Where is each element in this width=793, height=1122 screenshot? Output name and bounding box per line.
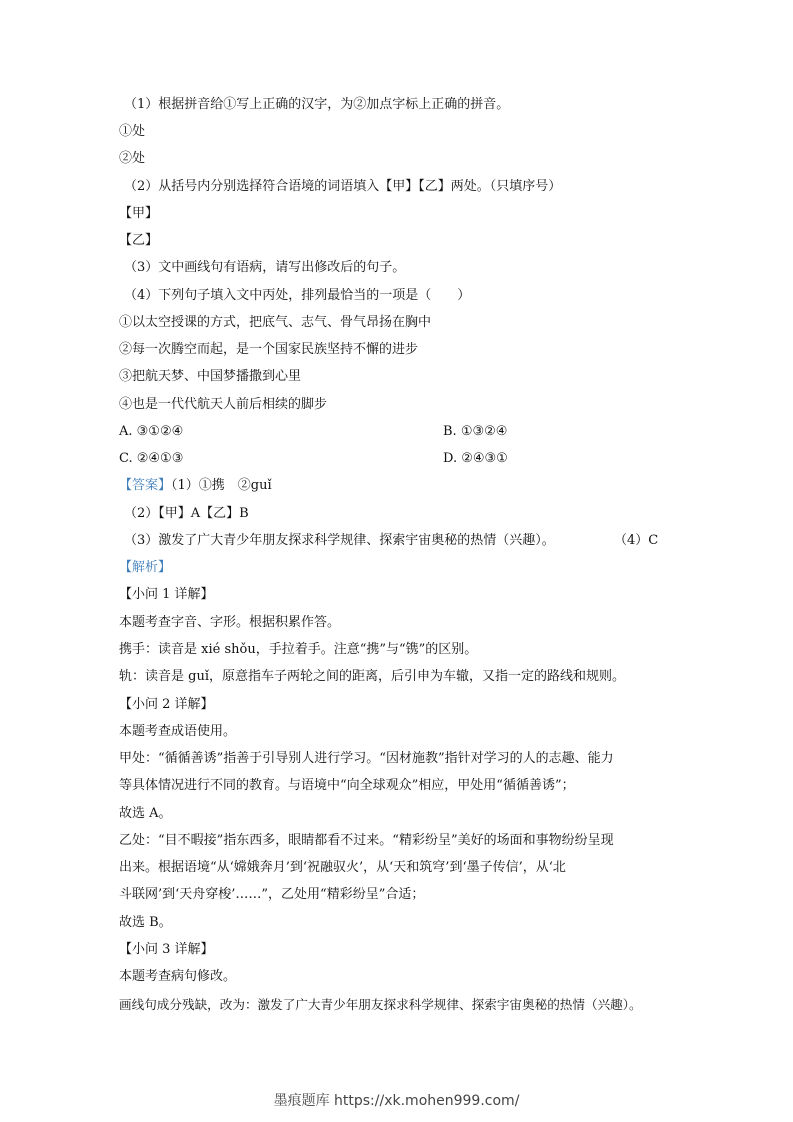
option-b: B. ①③②④ <box>443 424 508 439</box>
sentence-2: ②每一次腾空而起，是一个国家民族坚持不懈的进步 <box>119 342 419 357</box>
answer-3: （3）激发了广大青少年朋友探求科学规律、探索宇宙奥秘的热情（兴趣）。 <box>124 533 555 548</box>
option-a: A. ③①②④ <box>119 424 184 439</box>
answer-label: 【答案】 <box>119 478 172 493</box>
sentence-4: ④也是一代代航天人前后相续的脚步 <box>119 397 328 412</box>
question-2-part-a: 【甲】 <box>119 206 159 221</box>
detail-1-line-2: 携手：读音是 xié shǒu，手拉着手。注意“携”与“镌”的区别。 <box>119 642 478 657</box>
sentence-3: ③把航天梦、中国梦播撒到心里 <box>119 369 302 384</box>
answer-line-3 <box>124 532 664 550</box>
detail-2-line-1: 本题考查成语使用。 <box>119 724 237 739</box>
detail-2-line-6: 出来。根据语境“从‘嫦娥奔月’到‘祝融驭火’，从‘天和筑穹’到‘墨子传信’，从‘北 <box>119 860 566 875</box>
options-row-2 <box>119 450 719 468</box>
detail-2-line-8: 故选 B。 <box>119 915 172 930</box>
detail-2-line-3: 等具体情况进行不同的教育。与语境中“向全球观众”相应，甲处用“循循善诱”； <box>119 778 575 793</box>
answer-line-1 <box>119 477 272 495</box>
sentence-1: ①以太空授课的方式，把底气、志气、骨气昂扬在胸中 <box>119 315 432 330</box>
answer-1: （1）①携 ②guǐ <box>171 478 272 493</box>
footer-watermark: 墨痕题库 https://xk.mohen999.com/ <box>273 1093 520 1109</box>
question-2-part-b: 【乙】 <box>119 233 159 248</box>
question-4: （4）下列句子填入文中丙处，排列最恰当的一项是（ ） <box>124 288 471 303</box>
answer-4: （4）C <box>614 533 659 548</box>
question-1-part-b: ②处 <box>119 151 146 166</box>
analysis-label: 【解析】 <box>119 560 172 575</box>
option-c: C. ②④①③ <box>119 451 184 466</box>
detail-3-heading: 【小问 3 详解】 <box>119 942 214 957</box>
options-row-1 <box>119 423 719 441</box>
detail-1-heading: 【小问 1 详解】 <box>119 587 214 602</box>
question-3: （3）文中画线句有语病，请写出修改后的句子。 <box>124 260 406 275</box>
detail-2-line-2: 甲处：“循循善诱”指善于引导别人进行学习。“因材施教”指针对学习的人的志趣、能力 <box>119 751 614 766</box>
detail-3-line-1: 本题考查病句修改。 <box>119 969 237 984</box>
detail-2-line-5: 乙处：“目不暇接”指东西多，眼睛都看不过来。“精彩纷呈”美好的场面和事物纷纷呈现 <box>119 833 614 848</box>
detail-1-line-3: 轨：读音是 guǐ，原意指车子两轮之间的距离，后引申为车辙，又指一定的路线和规则。 <box>119 669 625 684</box>
detail-1-line-1: 本题考查字音、字形。根据积累作答。 <box>119 615 341 630</box>
detail-3-line-2: 画线句成分残缺，改为：激发了广大青少年朋友探求科学规律、探索宇宙奥秘的热情（兴趣）。 <box>119 997 642 1012</box>
detail-2-line-4: 故选 A。 <box>119 806 172 821</box>
question-2: （2）从括号内分别选择符合语境的词语填入【甲】【乙】两处。（只填序号） <box>124 179 562 194</box>
detail-2-line-7: 斗联网’到‘天舟穿梭’……”，乙处用“精彩纷呈”合适； <box>119 887 425 902</box>
option-d: D. ②④③① <box>443 451 508 466</box>
answer-2: （2）【甲】A【乙】B <box>124 506 249 521</box>
question-1: （1）根据拼音给①写上正确的汉字，为②加点字标上正确的拼音。 <box>124 97 510 112</box>
detail-2-heading: 【小问 2 详解】 <box>119 697 214 712</box>
question-1-part-a: ①处 <box>119 124 146 139</box>
